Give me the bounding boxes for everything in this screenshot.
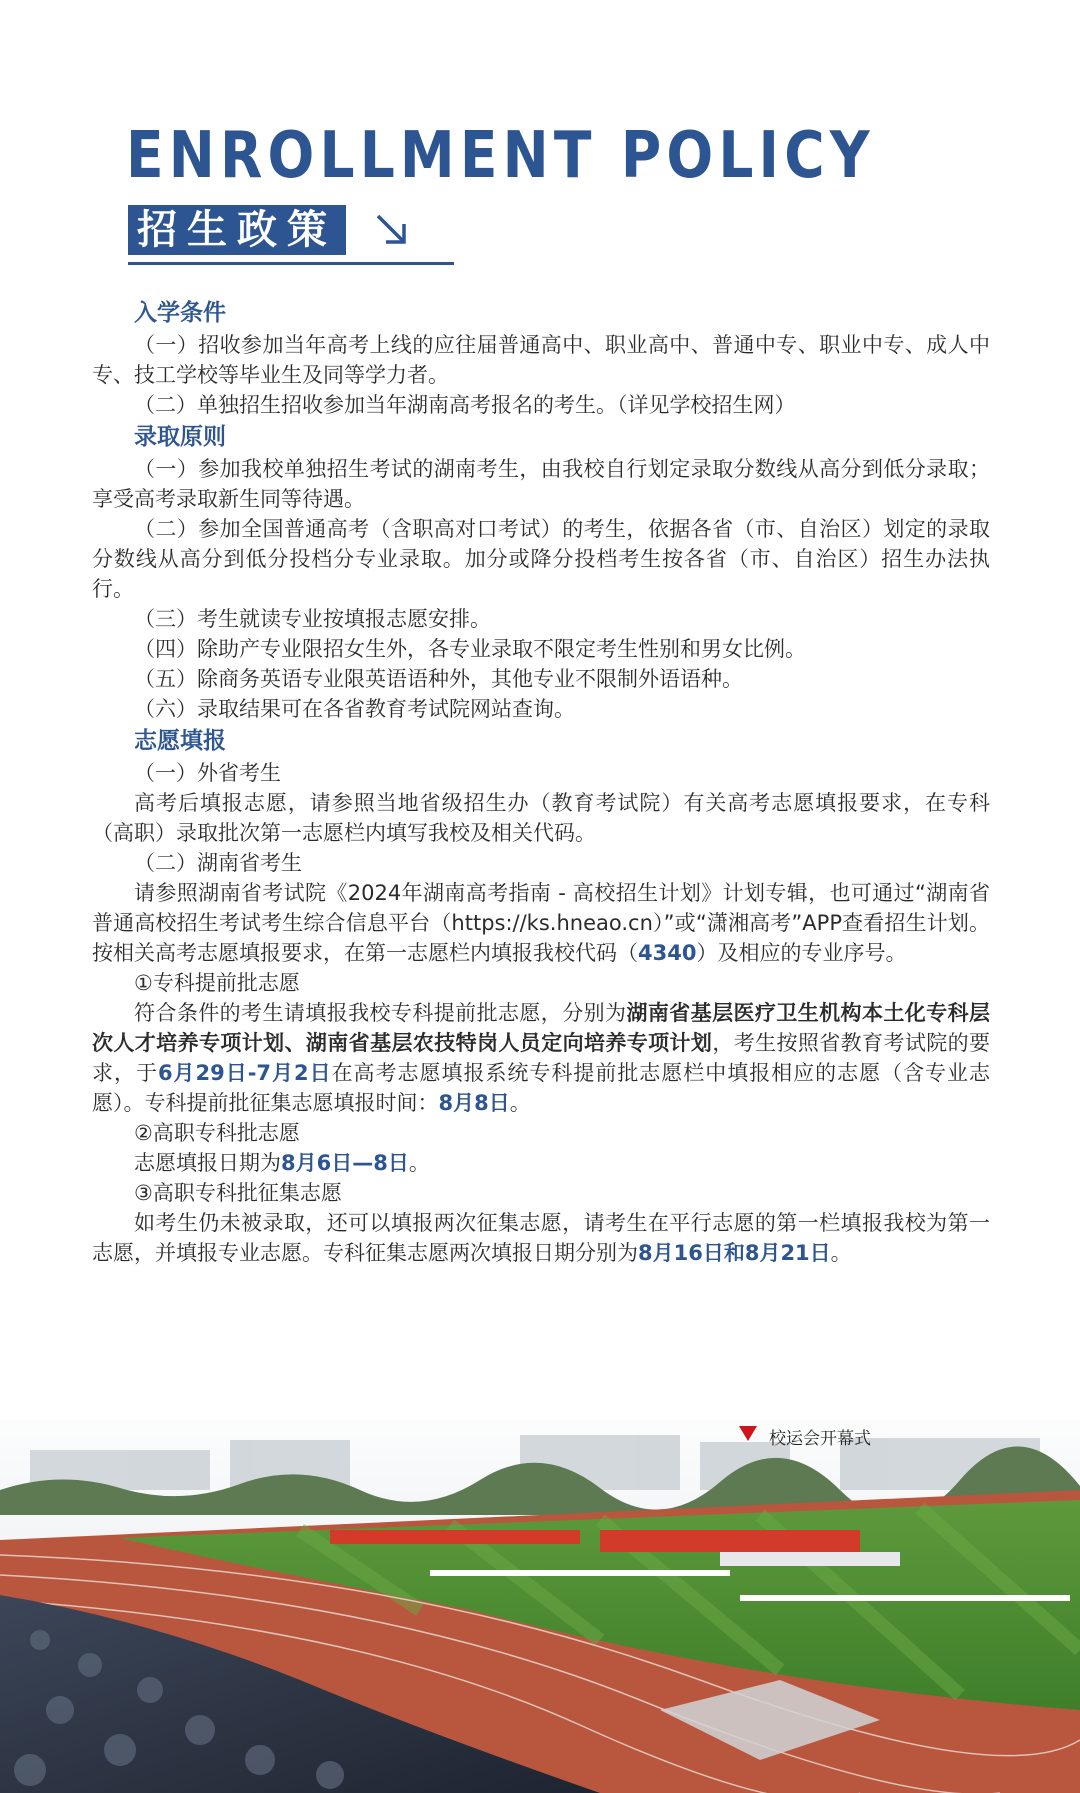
early-collect-date: 8月8日 — [438, 1091, 510, 1115]
policy-content — [92, 296, 990, 1268]
vocational-batch-label: ②高职专科批志愿 — [134, 1121, 300, 1145]
early-plans: 湖南省基层医疗卫生机构本土化专科层次人才培养专项计划、湖南省基层农技特岗人员定向培养专项计划 — [92, 1001, 991, 1055]
photo-caption: 校运会开幕式 — [769, 1429, 871, 1449]
stadium-opening-ceremony-photo — [0, 1380, 1080, 1793]
arrow-down-right-icon — [372, 210, 412, 250]
vocational-date: 8月6日—8日 — [281, 1151, 409, 1175]
principle-item: （二）参加全国普通高考（含职高对口考试）的考生，依据各省（市、自治区）划定的录取分数线从高分到低分投档分专业录取。加分或降分投档考生按各省（市、自治区）招生办法执行。 — [92, 517, 990, 601]
hunan-text-part: ）及相应的专业序号。 — [696, 941, 907, 965]
hunan-text — [92, 878, 990, 968]
title-english: ENROLLMENT POLICY — [126, 119, 875, 193]
vocational-text-part: 。 — [408, 1151, 430, 1175]
collect-dates: 8月16日和8月21日 — [638, 1241, 831, 1265]
early-text-part: ，考生按照省教育考试院的要求，于 — [92, 1031, 991, 1085]
early-batch-label: ①专科提前批志愿 — [134, 971, 300, 995]
early-date: 6月29日-7月2日 — [157, 1061, 332, 1085]
collect-text-part: 。 — [830, 1241, 852, 1265]
collect-batch-text — [92, 1208, 990, 1268]
hunan-label: （二）湖南省考生 — [134, 851, 302, 875]
vocational-text-part: 志愿填报日期为 — [134, 1151, 281, 1175]
vocational-batch-text — [92, 1148, 990, 1178]
out-of-province-label: （一）外省考生 — [134, 761, 281, 785]
section-heading-volunteer: 志愿填报 — [134, 728, 226, 754]
school-code: 4340 — [638, 941, 697, 965]
collect-text-part: 如考生仍未被录取，还可以填报两次征集志愿，请考生在平行志愿的第一栏填报我校为第一志愿，并填报专业志愿。专科征集志愿两次填报日期分别为 — [92, 1211, 990, 1265]
title-chinese: 招生政策 — [128, 205, 346, 255]
admission-item: （一）招收参加当年高考上线的应往届普通高中、职业高中、普通中专、职业中专、成人中专、技工学校等毕业生及同等学力者。 — [92, 333, 990, 387]
principle-item: （六）录取结果可在各省教育考试院网站查询。 — [134, 697, 575, 721]
early-batch-text — [92, 998, 990, 1118]
principle-item: （五）除商务英语专业限英语语种外，其他专业不限制外语语种。 — [134, 667, 743, 691]
principle-item: （四）除助产专业限招女生外，各专业录取不限定考生性别和男女比例。 — [134, 637, 806, 661]
hunan-text-part: 请参照湖南省考试院《2024年湖南高考指南 - 高校招生计划》计划专辑，也可通过“湖南省普通高校招生考试考生综合信息平台（https://ks.hneao.cn）”或“潇湘高考”APP查看招生计划。按相关高考志愿填报要求，在第一志愿栏内填报我校代码（ — [92, 881, 990, 965]
section-heading-admission: 入学条件 — [134, 300, 226, 326]
early-text-part: 符合条件的考生请填报我校专科提前批志愿，分别为 — [134, 1001, 627, 1025]
admission-item: （二）单独招生招收参加当年湖南高考报名的考生。（详见学校招生网） — [134, 393, 796, 417]
title-underline — [128, 262, 454, 265]
early-text-part: 在高考志愿填报系统专科提前批志愿栏中填报相应的志愿（含专业志愿）。专科提前批征集志愿填报时间： — [92, 1061, 991, 1115]
section-heading-principles: 录取原则 — [134, 424, 226, 450]
principle-item: （三）考生就读专业按填报志愿安排。 — [134, 607, 491, 631]
early-text-part: 。 — [509, 1091, 531, 1115]
out-of-province-text: 高考后填报志愿，请参照当地省级招生办（教育考试院）有关高考志愿填报要求，在专科（高职）录取批次第一志愿栏内填写我校及相关代码。 — [92, 791, 990, 845]
collect-batch-label: ③高职专科批征集志愿 — [134, 1181, 342, 1205]
principle-item: （一）参加我校单独招生考试的湖南考生，由我校自行划定录取分数线从高分到低分录取；享受高考录取新生同等待遇。 — [92, 457, 990, 511]
